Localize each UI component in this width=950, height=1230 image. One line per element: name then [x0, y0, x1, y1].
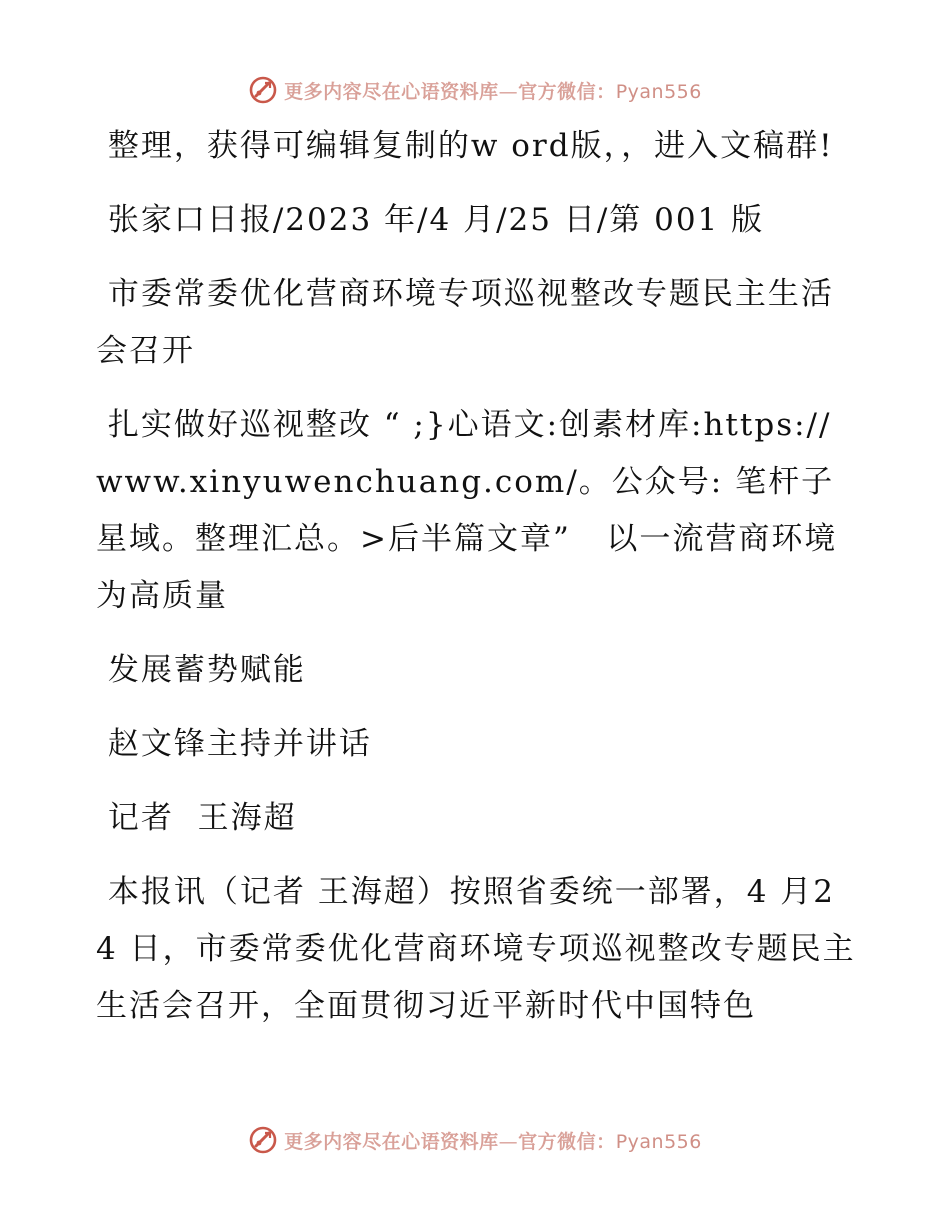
- paragraph-host: 赵文锋主持并讲话: [96, 726, 372, 762]
- watermark-text: [284, 1127, 702, 1154]
- brand-logo-icon: [248, 75, 278, 105]
- watermark-header: [0, 70, 950, 110]
- paragraph-subheadline: 扎实做好巡视整改 “ ;}心语文:创素材库:https://www.xinyuwenchuang.com/。公众号: 笔杆子星域。整理汇总。>后半篇文章” 以一流营商环境为高质量: [96, 407, 838, 614]
- paragraph-subheadline-cont: 发展蓄势赋能: [96, 652, 306, 688]
- paragraph-source: 张家口日报/2023 年/4 月/25 日/第 001 版: [96, 202, 765, 238]
- paragraph-intro: 整理，获得可编辑复制的w ord版，，进入文稿群!: [96, 128, 834, 164]
- document-body: [96, 118, 856, 1052]
- watermark-wechat-id: Pyan556: [615, 80, 702, 103]
- watermark-official: 官方微信：: [518, 1130, 616, 1153]
- watermark-footer: [0, 1120, 950, 1160]
- watermark-official: 官方微信：: [518, 80, 616, 103]
- paragraph-byline: 记者 王海超: [96, 800, 297, 836]
- paragraph-body: 本报讯（记者 王海超）按照省委统一部署，4 月24 日，市委常委优化营商环境专项巡视整改专题民主生活会召开，全面贯彻习近平新时代中国特色: [96, 874, 856, 1024]
- watermark-brand: 更多内容尽在心语资料库: [284, 1130, 499, 1153]
- brand-logo-icon: [248, 1125, 278, 1155]
- watermark-separator: —: [498, 1130, 519, 1153]
- paragraph-headline: 市委常委优化营商环境专项巡视整改专题民主生活会召开: [96, 276, 834, 369]
- watermark-brand: 更多内容尽在心语资料库: [284, 80, 499, 103]
- watermark-text: [284, 77, 702, 104]
- watermark-wechat-id: Pyan556: [615, 1130, 702, 1153]
- watermark-separator: —: [498, 80, 519, 103]
